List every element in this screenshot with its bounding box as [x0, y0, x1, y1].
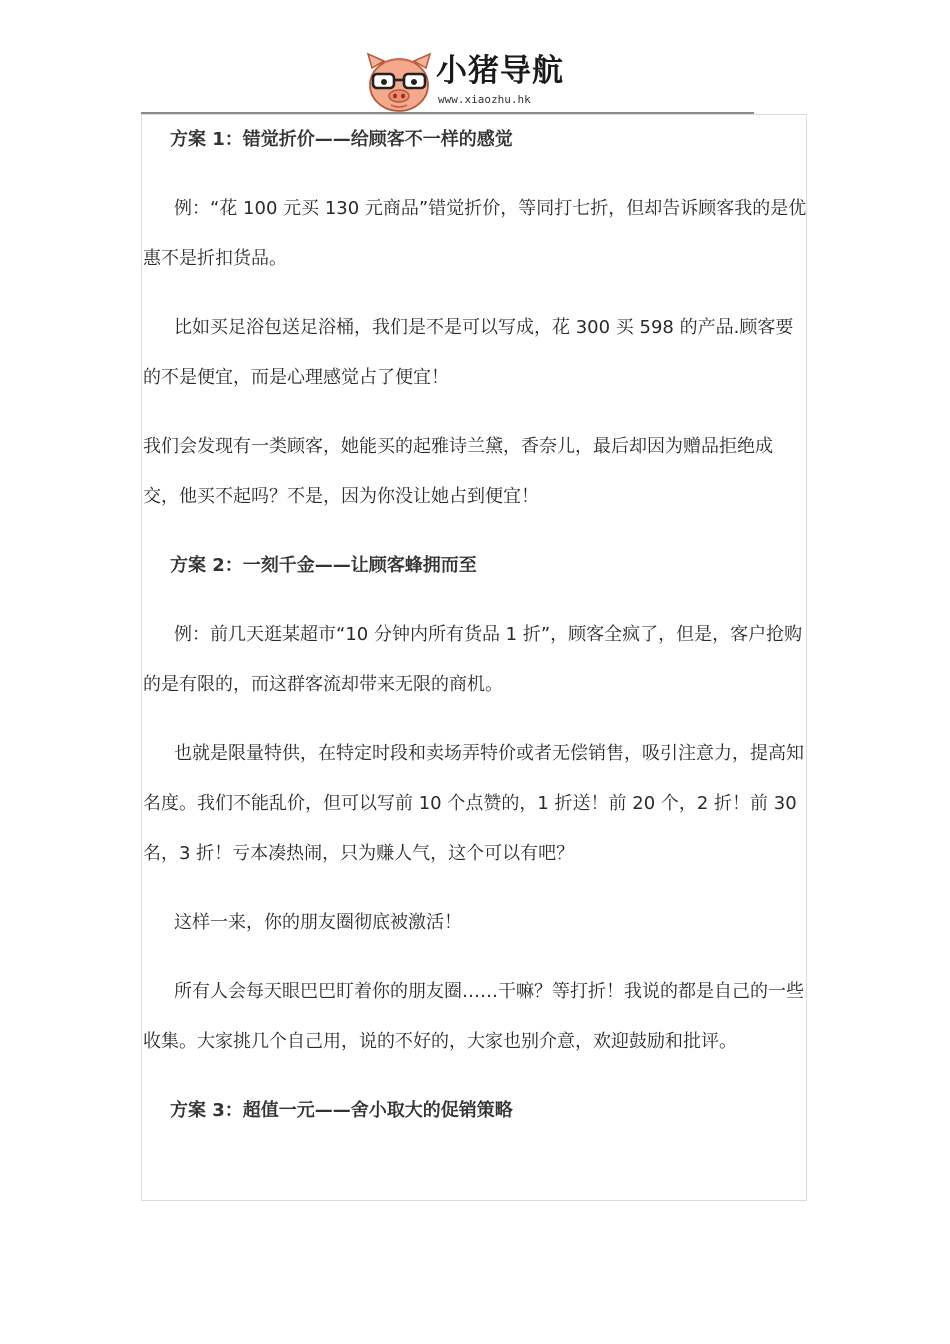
paragraph-6: 这样一来，你的朋友圈彻底被激活！ [174, 912, 462, 933]
paragraph-5: 也就是限量特供，在特定时段和卖场弄特价或者无偿销售，吸引注意力，提高知名度。我们不能乱价，但可以写前 10 个点赞的，1 折送！前 20 个，2 折！前 30 名，3 折！亏本凑热闹，只为赚人气，这个可以有吧？ [143, 743, 804, 864]
paragraph-2: 比如买足浴包送足浴桶，我们是不是可以写成，花 300 买 598 的产品.顾客要的不是便宜，而是心理感觉占了便宜！ [143, 317, 794, 388]
logo-url: www.xiaozhu.hk [438, 93, 531, 106]
plan-1-heading: 方案 1：错觉折价——给顾客不一样的感觉 [170, 129, 513, 150]
paragraph-3: 我们会发现有一类顾客，她能买的起雅诗兰黛，香奈儿，最后却因为赠品拒绝成交，他买不起吗？不是，因为你没让她占到便宜！ [143, 436, 773, 507]
paragraph-1: 例：“花 100 元买 130 元商品”错觉折价，等同打七折，但却告诉顾客我的是优惠不是折扣货品。 [143, 198, 807, 269]
plan-2-heading: 方案 2：一刻千金——让顾客蜂拥而至 [170, 555, 477, 576]
page-header [0, 0, 950, 115]
plan-3-heading: 方案 3：超值一元——舍小取大的促销策略 [170, 1100, 513, 1121]
paragraph-7: 所有人会每天眼巴巴盯着你的朋友圈……干嘛？等打折！我说的都是自己的一些收集。大家挑几个自己用，说的不好的，大家也别介意，欢迎鼓励和批评。 [143, 981, 804, 1052]
paragraph-4: 例：前几天逛某超市“10 分钟内所有货品 1 折”，顾客全疯了，但是，客户抢购的是有限的，而这群客流却带来无限的商机。 [143, 624, 803, 695]
site-logo[interactable] [366, 52, 564, 114]
document-body [143, 115, 808, 1155]
pig-with-glasses-icon [366, 52, 432, 114]
logo-title: 小猪导航 [436, 53, 564, 89]
